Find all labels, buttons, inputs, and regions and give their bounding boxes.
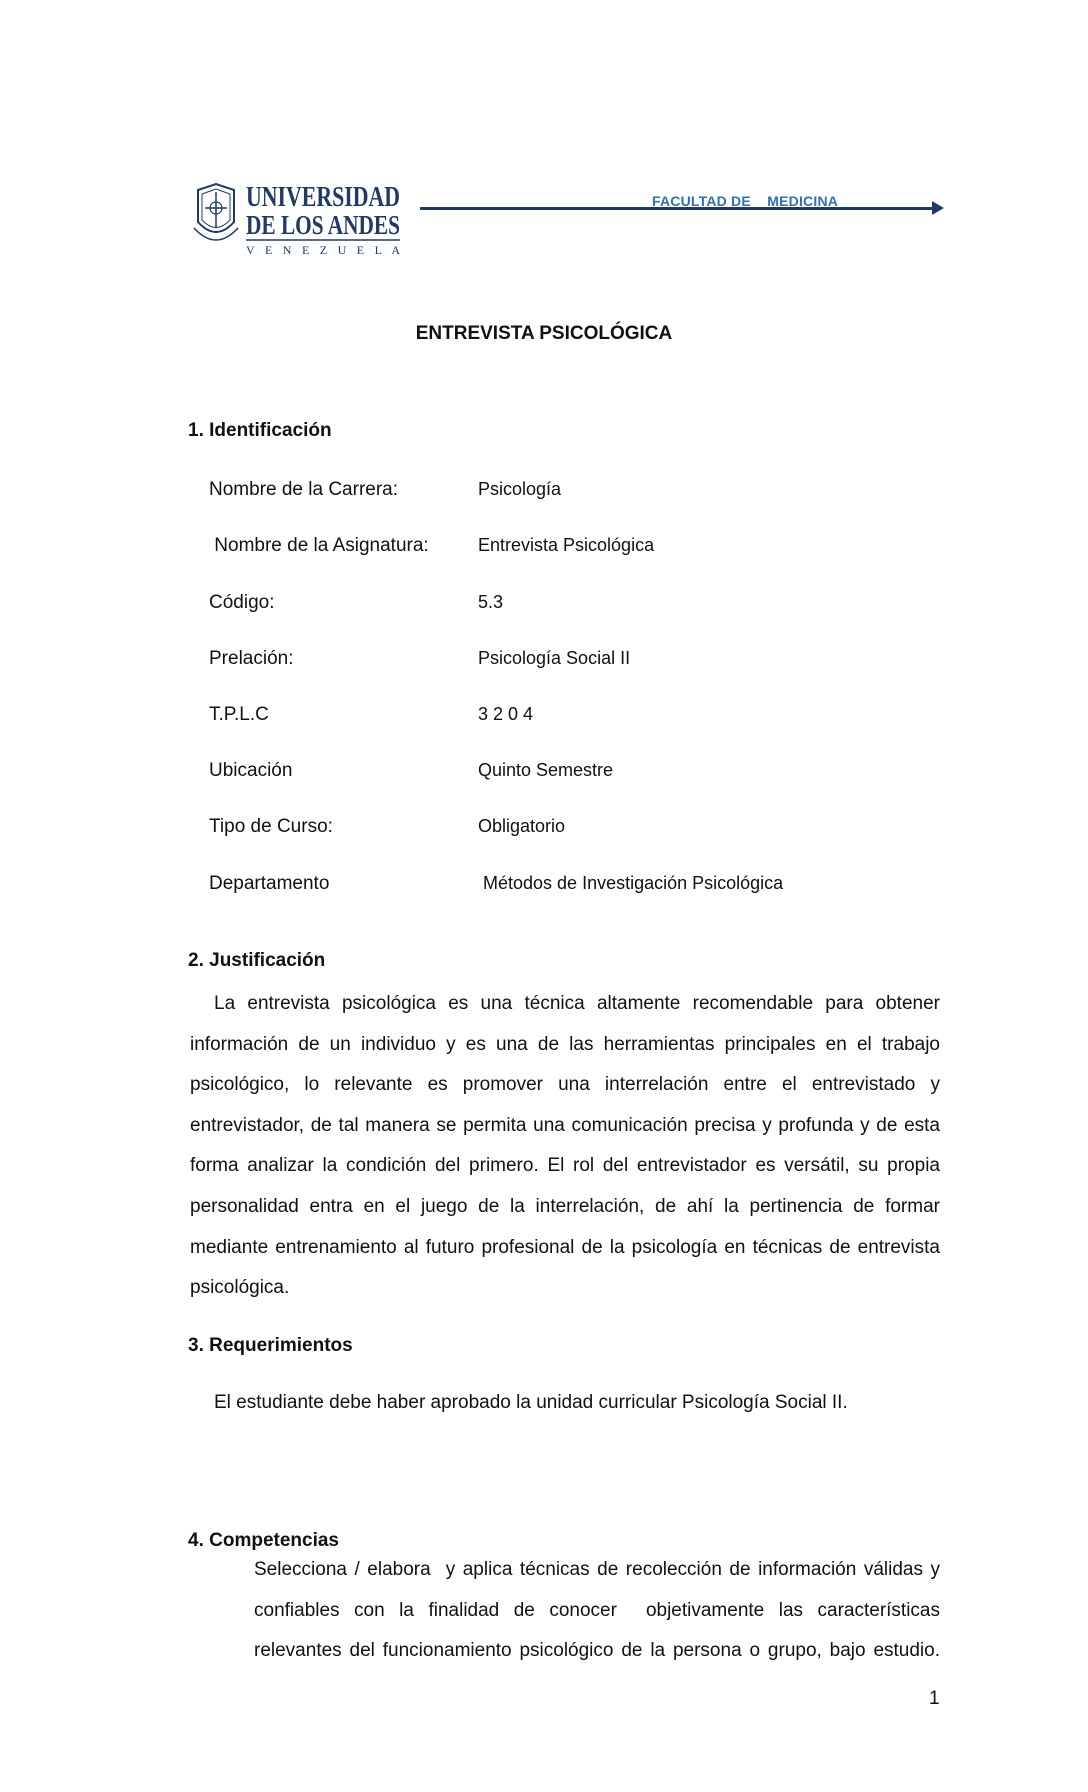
paragraph-line: psicológico, lo relevante es promover una interrelación entre el entrevistado y	[190, 1074, 940, 1096]
value-codigo: 5.3	[478, 592, 504, 612]
label-ubicacion: Ubicación	[209, 760, 293, 781]
logo-line-2: DE LOS ANDES	[246, 210, 400, 240]
header-arrow-icon	[932, 201, 944, 215]
label-codigo: Código:	[209, 592, 275, 613]
value-ubicacion: Quinto Semestre	[478, 760, 614, 780]
heading-competencias: 4. Competencias	[188, 1530, 339, 1551]
paragraph-line: entrevistador, de tal manera se permita una comunicación precisa y profunda y de esta	[190, 1114, 940, 1136]
value-carrera: Psicología	[478, 479, 562, 499]
label-carrera: Nombre de la Carrera:	[209, 479, 399, 500]
justificacion-paragraph	[190, 984, 940, 1309]
value-prelacion: Psicología Social II	[478, 648, 631, 668]
paragraph-line: mediante entrenamiento al futuro profesional de la psicología en técnicas de entrevista	[190, 1236, 940, 1258]
label-asignatura: Nombre de la Asignatura:	[209, 535, 429, 556]
value-tplc: 3 2 0 4	[478, 704, 534, 724]
competencias-paragraph	[254, 1550, 940, 1672]
paragraph-line: información de un individuo y es una de las herramientas principales en el trabajo	[190, 1033, 940, 1055]
university-logo	[192, 178, 404, 258]
logo-line-3: V E N E Z U E L A	[246, 243, 400, 257]
value-tipo-curso: Obligatorio	[478, 816, 566, 836]
document-title: ENTREVISTA PSICOLÓGICA	[415, 323, 673, 344]
heading-justificacion: 2. Justificación	[188, 950, 326, 971]
page-number: 1	[929, 1688, 940, 1709]
heading-identificacion: 1. Identificación	[188, 420, 332, 441]
requerimientos-text: El estudiante debe haber aprobado la unidad curricular Psicología Social II.	[214, 1392, 848, 1413]
faculty-label: FACULTAD DE MEDICINA	[652, 193, 839, 209]
heading-requerimientos: 3. Requerimientos	[188, 1335, 353, 1356]
label-tipo-curso: Tipo de Curso:	[209, 816, 333, 837]
paragraph-line: relevantes del funcionamiento psicológico de la persona o grupo, bajo estudio.	[254, 1640, 940, 1662]
label-departamento: Departamento	[209, 873, 330, 894]
paragraph-line: personalidad entra en el juego de la interrelación, de ahí la pertinencia de formar	[190, 1195, 940, 1217]
paragraph-line: La entrevista psicológica es una técnica altamente recomendable para obtener	[214, 993, 940, 1014]
value-asignatura: Entrevista Psicológica	[478, 535, 655, 555]
label-prelacion: Prelación:	[209, 648, 294, 669]
logo-line-1: UNIVERSIDAD	[246, 182, 400, 213]
paragraph-line: Selecciona / elabora y aplica técnicas de recolección de información válidas y	[254, 1559, 940, 1580]
value-departamento: Métodos de Investigación Psicológica	[478, 873, 784, 893]
paragraph-line: confiables con la finalidad de conocer objetivamente las características	[254, 1599, 940, 1621]
label-tplc: T.P.L.C	[209, 704, 269, 725]
paragraph-line: psicológica.	[190, 1277, 290, 1299]
paragraph-line: forma analizar la condición del primero. El rol del entrevistador es versátil, su propia	[190, 1155, 940, 1177]
